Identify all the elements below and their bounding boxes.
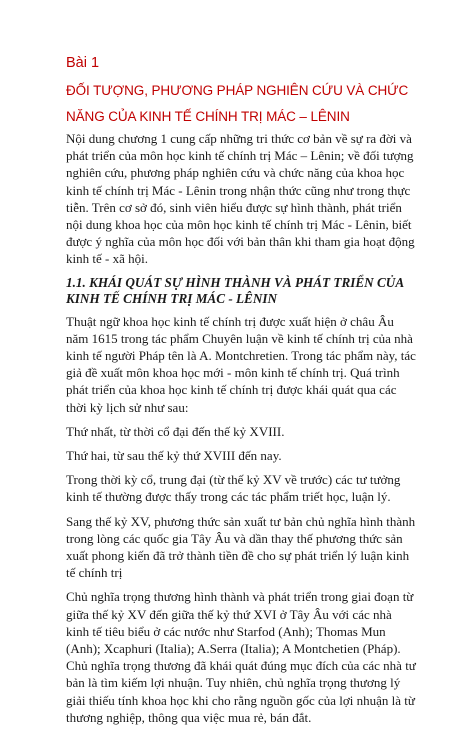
body-paragraph: Chủ nghĩa trọng thương hình thành và phát triển trong giai đoạn từ giữa thế kỷ XV đến giữa thế kỷ thứ XVI ở Tây Âu với các nhà kinh tế tiêu biểu ở các nước như Starfod (Anh); Thomas Mun (Anh); Xcaphuri (Italia); A.Serra (Italia); A Montchetien (Pháp). Chủ nghĩa trọng thương đã khái quát đúng mục đích của các nhà tư bản là tìm kiếm lợi nhuận. Tuy nhiên, chủ nghĩa trọng thương lý giải thiếu tính khoa học khi cho rằng nguồn gốc của lợi nhuận là từ thương nghiệp, thông qua việc mua rẻ, bán đắt.	[66, 589, 416, 725]
body-paragraph: Thứ nhất, từ thời cổ đại đến thế kỷ XVIII.	[66, 423, 285, 439]
lesson-label: Bài 1	[66, 55, 100, 71]
body-paragraph: Thuật ngữ khoa học kinh tế chính trị được xuất hiện ở châu Âu năm 1615 trong tác phẩm Chuyên luận về kinh tế chính trị của nhà kinh tế người Pháp tên là A. Montchretien. Trong tác phẩm này, tác giả đề xuất môn khoa học mới - môn kinh tế chính trị. Quá trình phát triển của khoa học kinh tế chính trị được khái quát qua các thời kỳ lịch sử như sau:	[66, 313, 416, 415]
body-paragraph: Trong thời kỳ cổ, trung đại (từ thế kỷ XV về trước) các tư tưởng kinh tế thường được thấy trong các tác phẩm triết học, luận lý.	[66, 472, 401, 505]
body-paragraph: Thứ hai, từ sau thế kỷ thứ XVIII đến nay.	[66, 448, 282, 464]
intro-paragraph: Nội dung chương 1 cung cấp những tri thức cơ bản về sự ra đời và phát triển của môn học kinh tế chính trị Mác – Lênin; về đối tượng nghiên cứu, phương pháp nghiên cứu và chức năng của khoa học kinh tế chính trị Mác - Lênin trong nhận thức cũng như trong thực tiễn. Trên cơ sở đó, sinh viên hiểu được sự hình thành, phát triển nội dung khoa học của môn học kinh tế chính trị Mác - Lênin, biết được ý nghĩa của môn học đối với bản thân khi tham gia hoạt động kinh tế - xã hội.	[66, 131, 415, 267]
body-paragraph: Sang thế kỷ XV, phương thức sản xuất tư bản chủ nghĩa hình thành trong lòng các quốc gia Tây Âu và dần thay thế phương thức sản xuất phong kiến đã trở thành tiền đề cho sự phát triển lý luận kinh tế chính trị	[66, 513, 416, 581]
chapter-title-line-2: NĂNG CỦA KINH TẾ CHÍNH TRỊ MÁC – LÊNIN	[66, 109, 350, 124]
section-heading: 1.1. KHÁI QUÁT SỰ HÌNH THÀNH VÀ PHÁT TRIỂN CỦA KINH TẾ CHÍNH TRỊ MÁC - LÊNIN	[66, 274, 404, 306]
document-body	[66, 130, 416, 733]
chapter-title-line-1: ĐỐI TƯỢNG, PHƯƠNG PHÁP NGHIÊN CỨU VÀ CHỨC	[66, 83, 409, 98]
